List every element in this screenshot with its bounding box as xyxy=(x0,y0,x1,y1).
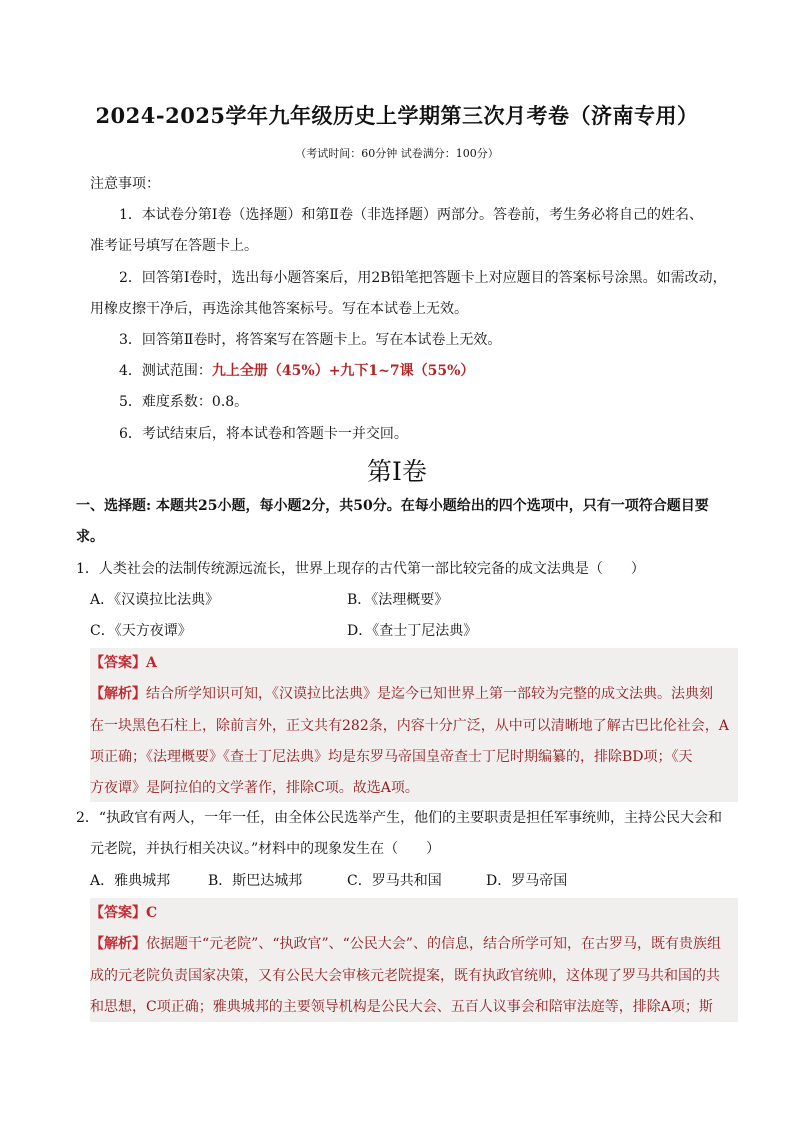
question-2-option-b: B．斯巴达城邦 xyxy=(208,873,303,889)
section-instructions-line-2: 求。 xyxy=(76,529,104,545)
question-2-stem-line-1: 2．“执政官有两人，一年一任，由全体公民选举产生，他们的主要职责是担任军事统帅，主持公民大会和 xyxy=(76,810,723,826)
note-5: 5．难度系数：0.8。 xyxy=(119,394,249,410)
note-1-line-1: 1．本试卷分第Ⅰ卷（选择题）和第Ⅱ卷（非选择题）两部分。答卷前，考生务必将自己的姓名、 xyxy=(119,207,703,223)
question-1-analysis-line-2: 在一块黑色石柱上，除前言外，正文共有282条，内容十分广泛，从中可以清晰地了解古巴比伦社会，A xyxy=(90,718,729,734)
note-3: 3．回答第Ⅱ卷时，将答案写在答题卡上。写在本试卷上无效。 xyxy=(119,332,502,348)
section-instructions-line-1: 一、选择题: 本题共25小题，每小题2分，共50分。在每小题给出的四个选项中，只有一项符合题目要 xyxy=(76,498,709,514)
question-2-option-c: C．罗马共和国 xyxy=(347,873,442,889)
notes-heading: 注意事项： xyxy=(90,176,160,192)
note-4 xyxy=(119,361,474,381)
note-2-line-2: 用橡皮擦干净后，再选涂其他答案标号。写在本试卷上无效。 xyxy=(90,301,468,317)
question-2-analysis-line-2: 成的元老院负责国家决策，又有公民大会审核元老院提案，既有执政官统帅，这体现了罗马共和国的共 xyxy=(90,968,720,984)
page-title: 2024-2025学年九年级历史上学期第三次月考卷（济南专用） xyxy=(95,103,699,128)
question-2-analysis-line-1: 【解析】依据题干“元老院”、“执政官”、“公民大会”、的信息，结合所学可知，在古罗马，既有贵族组 xyxy=(90,936,721,952)
question-1-answer-box xyxy=(90,648,738,802)
answer-tag: 【答案】 xyxy=(90,655,146,671)
question-1-analysis-line-1: 【解析】结合所学知识可知，《汉谟拉比法典》是迄今已知世界上第一部较为完整的成文法典。法典刻 xyxy=(90,686,713,702)
note-6: 6．考试结束后，将本试卷和答题卡一并交回。 xyxy=(119,426,408,442)
answer-tag: 【答案】 xyxy=(90,905,146,921)
section-title: 第Ⅰ卷 xyxy=(367,457,427,486)
analysis-tag: 【解析】 xyxy=(90,936,146,952)
note-2-line-1: 2．回答第Ⅰ卷时，选出每小题答案后，用2B铅笔把答题卡上对应题目的答案标号涂黑。如需改动， xyxy=(119,270,727,286)
question-1-analysis-line-3: 项正确；《法理概要》《查士丁尼法典》均是东罗马帝国皇帝查士丁尼时期编纂的，排除BD项；《天 xyxy=(90,749,693,765)
test-range: 九上全册（45%）+九下1~7课（55%） xyxy=(211,363,475,379)
note-4-prefix: 4．测试范围： xyxy=(119,363,212,379)
answer-value: A xyxy=(146,655,157,671)
exam-info: （考试时间：60分钟 试卷满分：100分） xyxy=(295,147,499,160)
question-1-stem: 1．人类社会的法制传统源远流长，世界上现存的古代第一部比较完备的成文法典是（ ） xyxy=(76,561,645,577)
question-1-answer xyxy=(90,653,157,673)
question-2-answer-box xyxy=(90,898,738,1022)
analysis-tag: 【解析】 xyxy=(90,686,146,702)
answer-value: C xyxy=(146,905,158,921)
question-1-option-c: C．《天方夜谭》 xyxy=(90,623,192,639)
question-2-stem-line-2: 元老院，并执行相关决议。”材料中的现象发生在（ ） xyxy=(90,841,441,857)
question-2-option-a: A．雅典城邦 xyxy=(90,873,171,889)
question-1-option-b: B．《法理概要》 xyxy=(347,592,449,608)
question-1-option-d: D．《查士丁尼法典》 xyxy=(347,623,478,639)
note-1-line-2: 准考证号填写在答题卡上。 xyxy=(90,238,258,254)
question-2-analysis-line-3: 和思想，C项正确；雅典城邦的主要领导机构是公民大会、五百人议事会和陪审法庭等，排除A项；斯 xyxy=(90,999,713,1015)
question-2-option-d: D．罗马帝国 xyxy=(486,873,568,889)
question-2-answer xyxy=(90,903,157,923)
question-1-analysis-line-4: 方夜谭》是阿拉伯的文学著作，排除C项。故选A项。 xyxy=(90,780,419,796)
question-1-option-a: A．《汉谟拉比法典》 xyxy=(90,592,220,608)
